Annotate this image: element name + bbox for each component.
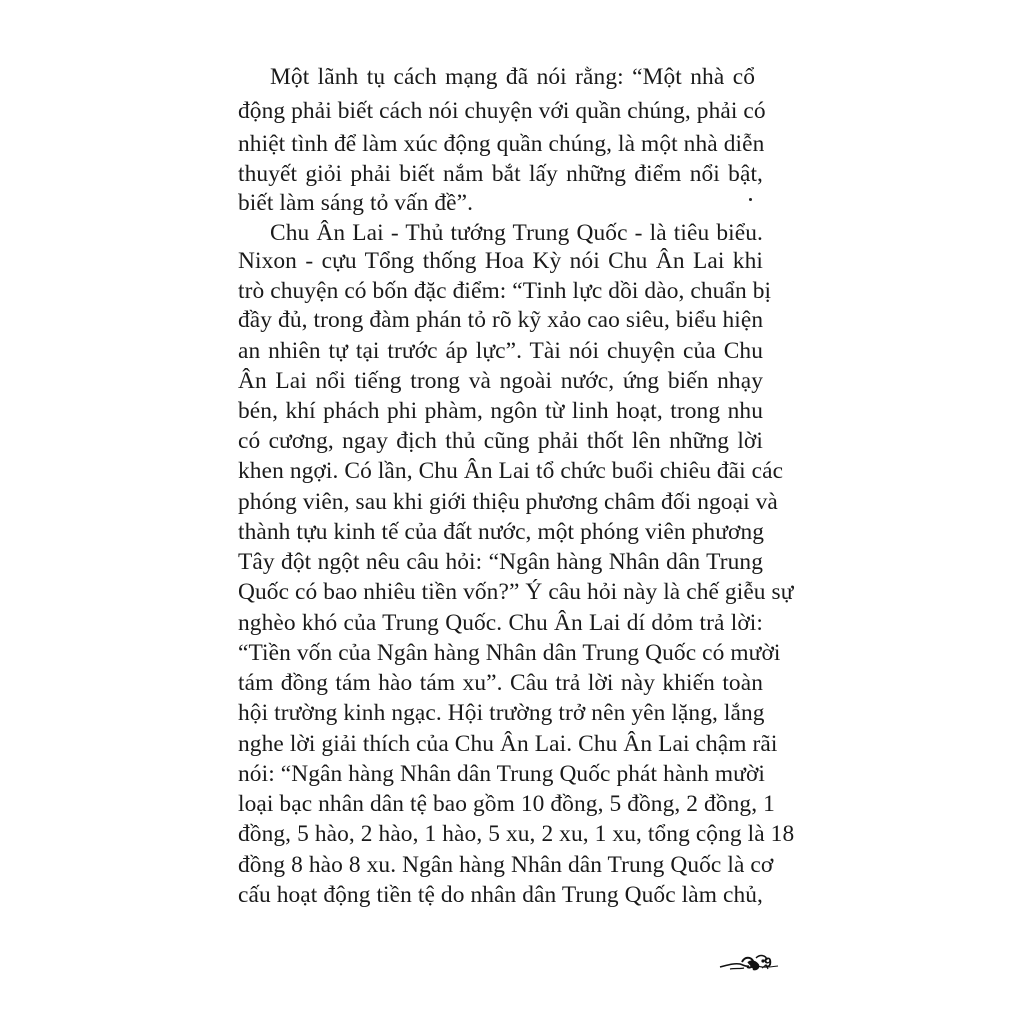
text-line: nói: “Ngân hàng Nhân dân Trung Quốc phát hành mười: [238, 761, 766, 787]
text-line: Tây đột ngột nêu câu hỏi: “Ngân hàng Nhân dân Trung: [238, 549, 763, 575]
ink-speck: [749, 198, 752, 201]
text-line: động phải biết cách nói chuyện với quần chúng, phải có: [238, 98, 766, 124]
text-line: nghe lời giải thích của Chu Ân Lai. Chu Ân Lai chậm rãi: [238, 731, 778, 757]
text-line: Nixon - cựu Tổng thống Hoa Kỳ nói Chu Ân Lai khi: [238, 248, 763, 274]
text-line: “Tiền vốn của Ngân hàng Nhân dân Trung Quốc có mười: [238, 640, 781, 666]
text-line: khen ngợi. Có lần, Chu Ân Lai tổ chức buổi chiêu đãi các: [238, 458, 784, 484]
page-number: 9: [764, 954, 772, 970]
text-line: hội trường kinh ngạc. Hội trường trở nên yên lặng, lắng: [238, 700, 765, 726]
text-line: đồng 8 hào 8 xu. Ngân hàng Nhân dân Trung Quốc là cơ: [238, 852, 774, 878]
text-line: Một lãnh tụ cách mạng đã nói rằng: “Một nhà cổ: [270, 64, 755, 90]
text-line: thuyết giỏi phải biết nắm bắt lấy những điểm nổi bật,: [238, 161, 763, 187]
text-line: nghèo khó của Trung Quốc. Chu Ân Lai dí dỏm trả lời:: [238, 610, 763, 636]
text-line: an nhiên tự tại trước áp lực”. Tài nói chuyện của Chu: [238, 338, 763, 364]
text-line: loại bạc nhân dân tệ bao gồm 10 đồng, 5 đồng, 2 đồng, 1: [238, 791, 775, 817]
text-line: đồng, 5 hào, 2 hào, 1 hào, 5 xu, 2 xu, 1 xu, tổng cộng là 18: [238, 821, 795, 847]
text-line: đầy đủ, trong đàm phán tỏ rõ kỹ xảo cao siêu, biểu hiện: [238, 307, 764, 333]
text-line: biết làm sáng tỏ vấn đề”.: [238, 190, 474, 216]
text-line: thành tựu kinh tế của đất nước, một phóng viên phương: [238, 519, 765, 545]
text-line: cấu hoạt động tiền tệ do nhân dân Trung Quốc làm chủ,: [238, 882, 763, 908]
text-line: Quốc có bao nhiêu tiền vốn?” Ý câu hỏi này là chế giễu sự: [238, 579, 794, 605]
page-footer: [718, 948, 788, 974]
text-line: Chu Ân Lai - Thủ tướng Trung Quốc - là tiêu biểu.: [270, 220, 763, 246]
text-line: Ân Lai nổi tiếng trong và ngoài nước, ứng biến nhạy: [238, 368, 763, 394]
flourish-ornament-icon: [718, 948, 788, 974]
text-line: phóng viên, sau khi giới thiệu phương châm đối ngoại và: [238, 489, 778, 515]
text-line: trò chuyện có bốn đặc điểm: “Tinh lực dồi dào, chuẩn bị: [238, 278, 772, 304]
text-line: bén, khí phách phi phàm, ngôn từ linh hoạt, trong nhu: [238, 398, 763, 424]
text-line: có cương, ngay địch thủ cũng phải thốt lên những lời: [238, 428, 763, 454]
text-line: nhiệt tình để làm xúc động quần chúng, là một nhà diễn: [238, 131, 765, 157]
text-line: tám đồng tám hào tám xu”. Câu trả lời này khiến toàn: [238, 670, 763, 696]
